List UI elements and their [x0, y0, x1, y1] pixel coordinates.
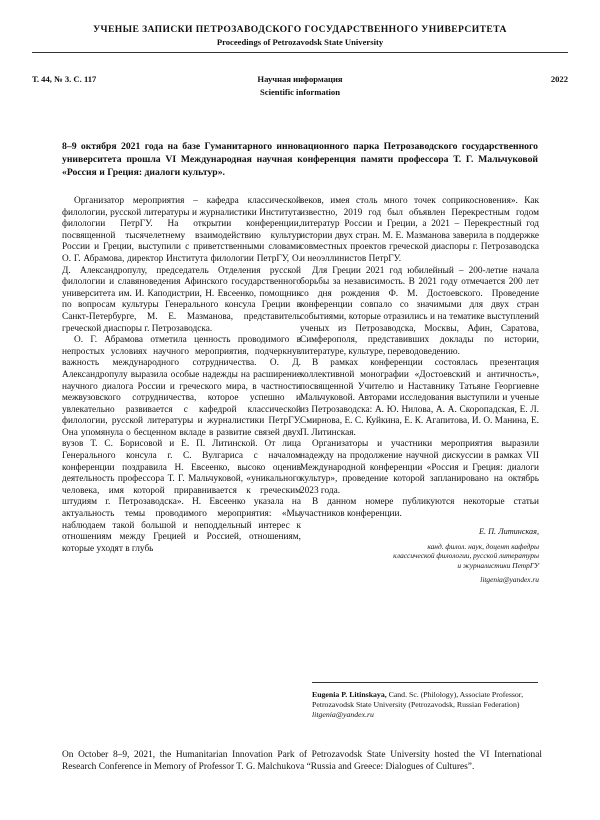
signature-degree: канд. филол. наук, доцент кафедры: [427, 542, 539, 552]
author-affiliation-en: Cand. Sc. (Philology), Associate Professor, Petrozavodsk State University (Petrozavodsk, Russian Federation): [312, 690, 524, 709]
author-email-en: litgenia@yandex.ru: [312, 709, 374, 719]
paragraph: О. Г. Абрамова отметила ценность проводимого в непростых условиях научного мероприятия, подчеркнув важность международного сотрудничества. О. Д. Александропулу выразила особые надежды на расширение научного диалога России и греческого мира, в частности межвузовского сотрудничества, которое успешно и увлекательно развивается с кафедрой классической филологии, русской литературы и журналистики ПетрГУ. Она упомянула о бесценном вкладе в развитие связей двух вузов Т. С. Борисовой и Е. П. Литинской. От лица Генерального консула г. С. Вулгариса с началом конференции поздравила Н. Евсеенко, высоко оценив деятельность профессора Т. Г. Мальчуковой, «уникального человека, имя которой приравнивается к греческим штудиям г. Петрозаводска». Н. Евсеенко указала на актуальность темы проводимого мероприятия: «Мы наблюдаем такой большой и неподдельный интерес к отношениям между Грецией и Россией, отношениям, которые уходят в глубь: [62, 335, 301, 554]
english-summary: On October 8–9, 2021, the Humanitarian Innovation Park of Petrozavodsk State University hosted the VI International Research Conference in Memory of Professor T. G. Malchukova “Russia and Greece: Dialogues of Cultures”.: [62, 750, 542, 772]
signature-department: классической филологии, русской литературы: [393, 551, 539, 561]
issue-year: 2022: [550, 74, 568, 84]
author-name-en: Eugenia P. Litinskaya,: [312, 690, 387, 699]
signature-block: [300, 527, 539, 585]
author-divider: [312, 682, 538, 683]
section-title-en: Scientific information: [260, 87, 340, 97]
journal-title: УЧЕНЫЕ ЗАПИСКИ ПЕТРОЗАВОДСКОГО ГОСУДАРСТВЕННОГО УНИВЕРСИТЕТА: [93, 24, 507, 35]
section-title: Научная информация: [257, 74, 343, 84]
paragraph: Организаторы и участники мероприятия выразили надежду на продолжение научной дискуссии в рамках VII Международной конференции «Россия и Греция: диалоги культур», проведение которой запланировано на октябрь 2023 года.: [300, 439, 539, 496]
paragraph: Для Греции 2021 год юбилейный – 200-летие начала борьбы за независимость. В 2021 году отмечается 200 лет со дня рождения Ф. М. Достоевского. Проведение конференции совпало со значимыми для двух стран событиями, которые отразились и на тематике выступлений ученых из Петрозаводска, Москвы, Афин, Саратова, Симферополя, представивших доклады по истории, литературе, культуре, переводоведению.: [300, 265, 539, 357]
signature-email: litgenia@yandex.ru: [480, 575, 539, 585]
paragraph: В данном номере публикуются некоторые статьи участников конференции.: [300, 497, 539, 520]
article-headline: 8–9 октября 2021 года на базе Гуманитарного инновационного парка Петрозаводского государственного университета прошла VI Международная научная конференция памяти профессора Т. Г. Мальчуковой «Россия и Греция: диалоги культур».: [62, 141, 538, 178]
signature-department-cont: и журналистики ПетрГУ: [457, 560, 539, 570]
header-divider: [32, 52, 568, 53]
right-column: [300, 196, 539, 585]
paragraph: Организатор мероприятия – кафедра классической филологии, русской литературы и журналистики Института филологии ПетрГУ. На открытии конференции, посвященной тысячелетнему взаимодействию культур России и Греции, выступили с приветственными словами О. Г. Абрамова, директор Института филологии ПетрГУ, О. Д. Александропулу, председатель Отделения русской филологии и славяноведения Афинского государственного университета им. И. Каподистрии, Н. Евсеенко, помощник по вопросам культуры Генерального консула Греции в Санкт-Петербурге, М. Е. Мазманова, представитель греческой диаспоры г. Петрозаводска.: [62, 196, 301, 334]
author-info-en: [312, 690, 538, 719]
left-column: [62, 196, 301, 555]
issue-info: Т. 44, № 3. С. 117: [32, 74, 97, 84]
journal-title-en: Proceedings of Petrozavodsk State University: [216, 37, 384, 47]
paragraph: В рамках конференции состоялась презентация коллективной монографии «Достоевский и античность», посвященной Учителю и Наставнику Татьяне Георгиевне Мальчуковой. Авторами исследования выступили и ученые из Петрозаводска: А. Ю. Нилова, А. А. Скоропадская, Е. Л. Смирнова, Е. С. Куйкина, Е. К. Агапитова, И. О. Манина, Е. П. Литинская.: [300, 358, 539, 438]
signature-name: Е. П. Литинская,: [478, 526, 539, 536]
paragraph: веков, имея столь много точек соприкосновения». Как известно, 2019 год был объявлен Перекрестным годом литератур России и Греции, а 2021 – Перекрестный год истории двух стран. М. Е. Мазманова заверила в поддержке совместных проектов греческой диаспоры г. Петрозаводска и неоэллинистов ПетрГУ.: [300, 196, 539, 264]
